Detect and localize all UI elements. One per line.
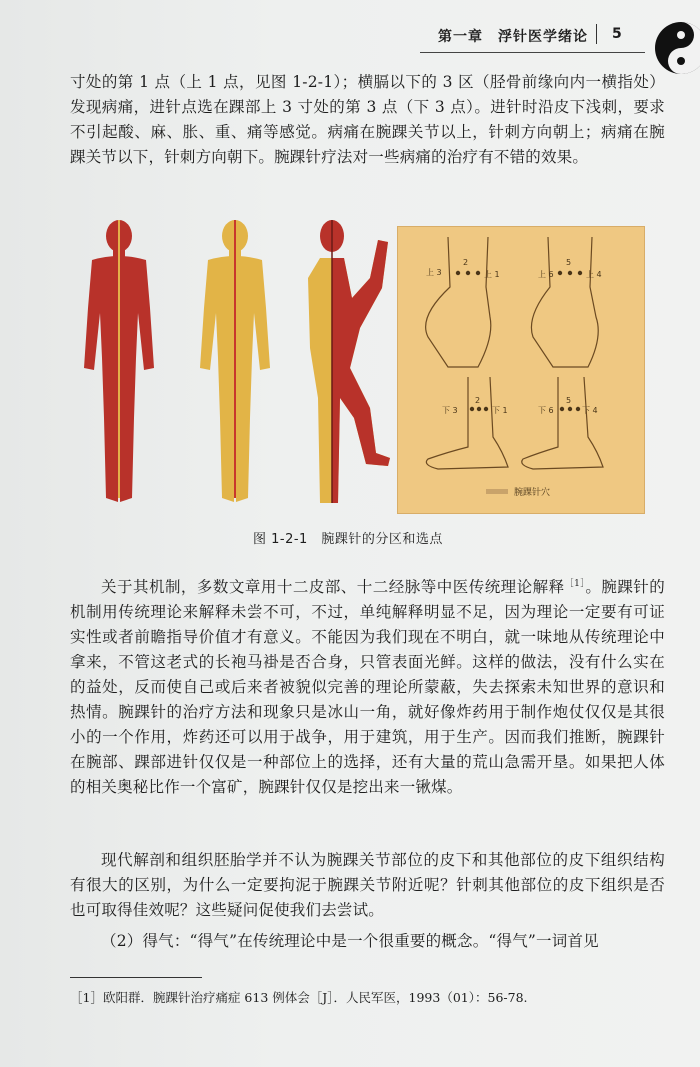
yin-yang-icon	[653, 20, 700, 76]
header-divider	[596, 24, 597, 44]
page-number: 5	[612, 26, 622, 42]
figure-caption: 图 1-2-1 腕踝针的分区和选点	[253, 532, 443, 547]
ankle-label-5: 5	[566, 396, 572, 405]
wrist-label-up4: 上 4	[586, 270, 602, 279]
paragraph-4: （2）得气：“得气”在传统理论中是一个很重要的概念。“得气”一词首见	[101, 932, 599, 950]
paragraph-2	[70, 572, 665, 800]
wrist-label-up6: 上 6	[538, 270, 554, 279]
chapter-title: 第一章 浮针医学绪论	[438, 29, 588, 45]
ankle-label-down1: 下 1	[492, 406, 508, 415]
running-header	[420, 14, 700, 62]
wrist-label-up3: 上 3	[426, 268, 442, 277]
citation-ref: ［1］	[564, 579, 586, 589]
ankle-label-down6: 下 6	[538, 406, 554, 415]
panel-label: 腕踝针穴	[514, 488, 551, 498]
wrist-ankle-points-panel	[397, 226, 645, 514]
ankle-label-2: 2	[475, 396, 481, 405]
footnote: ［1］欧阳群．腕踝针治疗痛症 613 例体会［J］．人民军医，1993（01）：56-78.	[70, 990, 528, 1005]
header-rule	[420, 52, 645, 53]
paragraph-1: 寸处的第 1 点（上 1 点，见图 1-2-1）；横膈以下的 3 区（胫骨前缘向内一横指处）发现病痛，进针点选在踝部上 3 寸处的第 3 点（下 3 点）。进针时沿皮下浅刺，要求不引起酸、麻、胀、重、痛等感觉。病痛在腕踝关节以上，针刺方向朝上；病痛在腕踝关节以下，针刺方向朝下。腕踝针疗法对一些病痛的治疗有不错的效果。	[70, 73, 665, 166]
ankle-label-down4: 下 4	[582, 406, 598, 415]
wrist-label-up1: 上 1	[484, 270, 500, 279]
ankle-label-down3: 下 3	[442, 406, 458, 415]
paragraph-3: 现代解剖和组织胚胎学并不认为腕踝关节部位的皮下和其他部位的皮下组织结构有很大的区别，为什么一定要拘泥于腕踝关节附近呢？针刺其他部位的皮下组织是否也可取得佳效呢？这些疑问促使我们去尝试。	[70, 851, 665, 919]
paragraph-2-body: 。腕踝针的机制用传统理论来解释未尝不可，不过，单纯解释明显不足，因为理论一定要有可证实性或者前瞻指导价值才有意义。不能因为我们现在不明白，就一味地从传统理论中拿来，不管这老式的长袍马褂是否合身，只管表面光鲜。这样的做法，没有什么实在的益处，反而使自己或后来者被貌似完善的理论所蒙蔽，失去探索未知世界的意识和热情。腕踝针的治疗方法和现象只是冰山一角，就好像炸药用于制作炮仗仅仅是其很小的一个作用，炸药还可以用于战争，用于建筑，用于生产。因而我们推断，腕踝针在腕部、踝部进针仅仅是一种部位上的选择，还有大量的荒山急需开垦。如果把人体的相关奥秘比作一个富矿，腕踝针仅仅是挖出来一锹煤。	[70, 578, 665, 797]
paragraph-2-lead: 关于其机制，多数文章用十二皮部、十二经脉等中医传统理论解释	[101, 578, 565, 597]
footnote-rule	[70, 977, 202, 978]
side-body-figure	[308, 220, 390, 503]
body-zones-illustration	[70, 218, 395, 510]
wrist-label-5: 5	[566, 258, 572, 267]
wrist-label-2: 2	[463, 258, 469, 267]
